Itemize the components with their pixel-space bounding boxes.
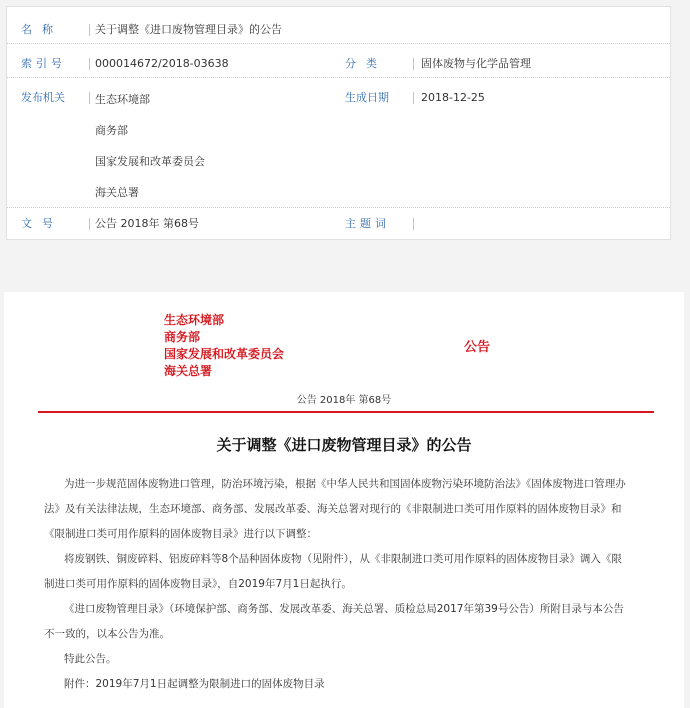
separator — [413, 92, 414, 104]
red-divider-line — [38, 411, 654, 413]
date-label: 生成日期 — [345, 91, 389, 104]
docno-label: 文号 — [21, 217, 63, 230]
issuer-item: 生态环境部 — [95, 93, 150, 106]
meta-row-index — [7, 53, 670, 78]
index-value: 000014672/2018-03638 — [95, 57, 229, 70]
document-number: 公告 2018年 第68号 — [296, 395, 392, 406]
issuer-item: 商务部 — [95, 124, 128, 137]
document-body — [4, 292, 684, 708]
separator — [89, 58, 90, 70]
category-value: 固体废物与化学品管理 — [421, 57, 531, 70]
index-label: 索引号 — [21, 57, 66, 70]
meta-row-name — [7, 19, 670, 44]
date-value: 2018-12-25 — [421, 91, 485, 104]
issuer-item: 国家发展和改革委员会 — [95, 155, 205, 168]
red-header-issuer: 国家发展和改革委员会 — [164, 347, 285, 361]
body-line: 法》及有关法律法规，生态环境部、商务部、发展改革委、海关总署对现行的《非限制进口类可用作原料的固体废物目录》和 — [44, 503, 622, 515]
separator — [89, 92, 90, 104]
body-line: 《进口废物管理目录》（环境保护部、商务部、发展改革委、海关总署、质检总局2017年第39号公告）所附目录与本公告 — [64, 603, 624, 615]
red-header-issuer: 海关总署 — [164, 364, 213, 378]
category-label: 分类 — [345, 57, 387, 70]
meta-row-issuer — [7, 87, 670, 208]
body-line: 不一致的，以本公告为准。 — [44, 628, 170, 640]
document-title: 关于调整《进口废物管理目录》的公告 — [216, 436, 472, 454]
attachment-line: 附件：2019年7月1日起调整为限制进口的固体废物目录 — [64, 678, 325, 690]
body-line: 将废钢铁、铜废碎料、铝废碎料等8个品种固体废物（见附件），从《非限制进口类可用作原料的固体废物目录》调入《限 — [64, 553, 622, 565]
separator — [89, 24, 90, 36]
document-metadata-panel — [6, 6, 671, 240]
name-label: 名称 — [21, 23, 63, 36]
meta-row-docno — [7, 213, 670, 237]
body-line: 制进口类可用作原料的固体废物目录》，自2019年7月1日起执行。 — [44, 578, 352, 590]
announcement-heading: 公告 — [464, 340, 491, 355]
issuer-label: 发布机关 — [21, 91, 65, 104]
red-header-issuer: 生态环境部 — [164, 313, 225, 327]
closing-line: 特此公告。 — [64, 653, 117, 665]
subject-label: 主题词 — [345, 217, 390, 230]
body-line: 《限制进口类可用作原料的固体废物目录》进行以下调整： — [44, 528, 317, 540]
red-header-issuer: 商务部 — [164, 330, 201, 344]
name-value: 关于调整《进口废物管理目录》的公告 — [95, 23, 282, 36]
issuer-item: 海关总署 — [95, 186, 139, 199]
separator — [413, 58, 414, 70]
docno-value: 公告 2018年 第68号 — [95, 217, 199, 230]
body-line: 为进一步规范固体废物进口管理，防治环境污染，根据《中华人民共和国固体废物污染环境防治法》《固体废物进口管理办 — [64, 478, 626, 490]
separator — [89, 218, 90, 230]
separator — [413, 218, 414, 230]
